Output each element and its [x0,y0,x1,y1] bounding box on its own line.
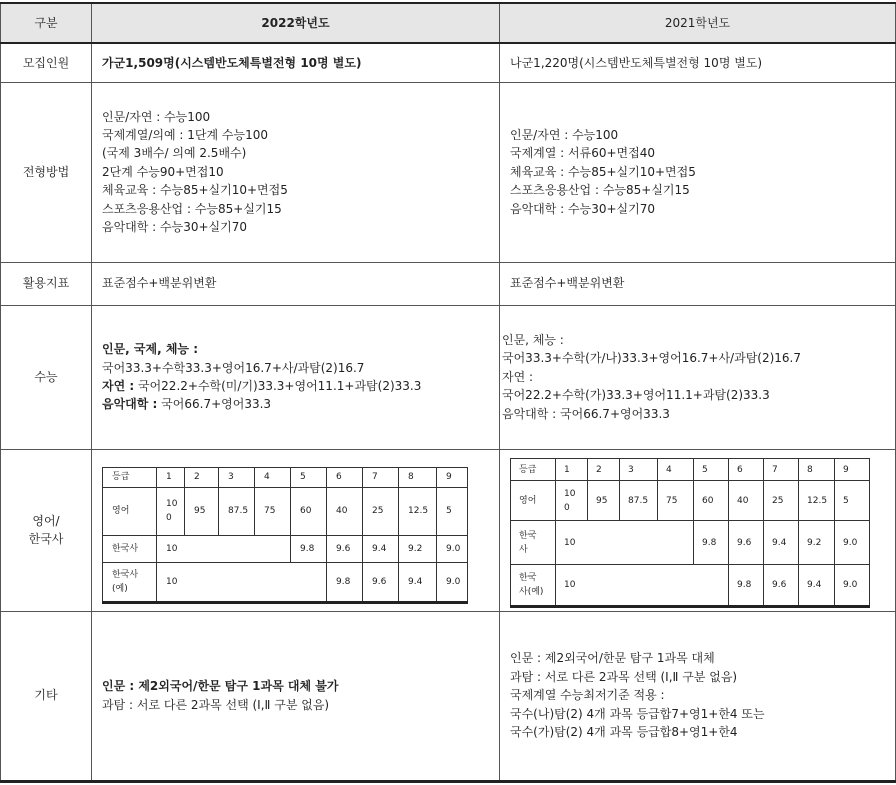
history-ex-score: 9.6 [764,565,799,607]
eng-score: 12.5 [799,481,835,521]
grade-cell: 3 [219,467,255,487]
history-score-10: 10 [556,521,694,565]
history-ex-label-part: (예) [112,583,128,594]
label-eng: 영어/ [32,513,60,528]
history-score: 9.6 [729,521,764,565]
history-score: 9.8 [291,535,327,562]
eng-score: 60 [291,487,327,535]
method-2022-line: 인문/자연 : 수능100 [102,109,211,124]
label-history: 한국사 [28,532,64,546]
history-ex-score-10: 10 [556,565,729,607]
history-ex-score: 9.6 [363,562,399,602]
grade-cell: 6 [729,459,764,481]
history-ex-row [511,565,870,607]
label-recruit: 모집인원 [1,43,92,82]
history-ex-label-part: 한국사 [112,569,139,580]
csat-2022-line [102,395,499,413]
method-2021-line: 국제계열 : 서류60+면접40 [510,146,656,161]
grade-cell: 7 [363,467,399,487]
grade-head: 등급 [103,467,157,487]
history-ex-score: 9.4 [799,565,835,607]
history-ex-score: 9.0 [437,562,468,602]
grade-cell: 2 [588,459,620,481]
grade-cell: 4 [255,467,291,487]
eng-score: 87.5 [620,481,658,521]
index-2021: 표준점수+백분위변환 [500,262,896,305]
history-score: 9.0 [835,521,870,565]
label-method: 전형방법 [1,82,92,262]
label-eng-history [1,449,92,611]
history-label-part: 사 [519,544,528,555]
eng-history-2022 [92,449,500,611]
grade-cell: 6 [327,467,363,487]
grade-row [511,459,870,481]
label-csat: 수능 [1,305,92,449]
admission-comparison-table [0,2,896,783]
history-score: 9.4 [764,521,799,565]
header-2022: 2022학년도 [92,3,500,43]
method-2021-line: 체육교육 : 수능85+실기10+면접5 [510,164,696,179]
label-etc: 기타 [1,611,92,781]
history-ex-score: 9.8 [729,565,764,607]
eng-history-2021 [500,449,896,611]
history-label: 한국사 [103,535,157,562]
grade-cell: 9 [437,467,468,487]
csat-2021 [500,305,896,449]
history-ex-row [103,562,468,602]
history-ex-label [103,562,157,602]
history-ex-label [511,565,556,607]
history-score: 9.4 [363,535,399,562]
grade-cell: 8 [799,459,835,481]
csat-2021-line: 인문, 체능 : [502,332,564,347]
method-2021-line: 인문/자연 : 수능100 [510,127,619,142]
header-2021: 2021학년도 [500,3,896,43]
row-index [1,262,896,305]
grade-cell: 3 [620,459,658,481]
eng-score: 5 [835,481,870,521]
method-2022-line: 국제계열/의예 : 1단계 수능100 [102,127,268,142]
row-eng-history [1,449,896,611]
method-2022-line: 체육교육 : 수능85+실기10+면접5 [102,183,288,198]
csat-2022-text: 국어22.2+수학(미/기)33.3+영어11.1+과탐(2)33.3 [134,379,422,393]
method-2022-line: 2단계 수능90+면접10 [102,164,224,179]
history-score: 9.8 [694,521,729,565]
grade-cell: 1 [157,467,185,487]
method-2021 [500,82,896,262]
csat-2022-line [102,377,499,395]
eng-score: 40 [729,481,764,521]
etc-2021-line: 과탐 : 서로 다른 2과목 선택 (Ⅰ,Ⅱ 구분 없음) [510,669,738,684]
eng-score: 25 [764,481,799,521]
eng-label: 영어 [103,487,157,535]
history-ex-label-part: 한국 [519,573,537,583]
history-ex-score: 9.4 [399,562,437,602]
recruit-2022: 가군1,509명(시스템반도체특별전형 10명 별도) [92,43,500,82]
csat-2022-bold: 음악대학 : [102,397,158,412]
eng-score-1-part: 0 [564,502,570,513]
history-score-10: 10 [157,535,291,562]
csat-2022-line: 국어33.3+수학33.3+영어16.7+사/과탐(2)16.7 [102,360,365,375]
grade-cell: 2 [185,467,219,487]
eng-score-1-part: 10 [564,488,576,499]
method-2021-line: 스포츠응용산업 : 수능85+실기15 [510,183,690,198]
etc-2022-line: 과탐 : 서로 다른 2과목 선택 (Ⅰ,Ⅱ 구분 없음) [102,697,330,712]
eng-score: 60 [694,481,729,521]
etc-2021-line: 국수(나)탐(2) 4개 과목 등급합7+영1+한4 또는 [510,706,765,721]
grade-cell: 5 [694,459,729,481]
history-score: 9.0 [437,535,468,562]
history-score: 9.2 [799,521,835,565]
grade-row [103,467,468,487]
csat-2021-line: 음악대학 : 국어66.7+영어33.3 [502,406,670,421]
grade-cell: 5 [291,467,327,487]
etc-2021-line: 국제계열 수능최저기준 적용 : [510,688,665,703]
history-row [103,535,468,562]
grade-table-2022 [102,467,468,604]
etc-2021 [500,611,896,781]
eng-score-1 [157,487,185,535]
header-category: 구분 [1,3,92,43]
eng-row [103,487,468,535]
csat-2022-line: 인문, 국제, 체능 : [102,342,199,357]
eng-score: 25 [363,487,399,535]
eng-score: 75 [658,481,694,521]
row-method [1,82,896,262]
eng-score-1-part: 10 [166,499,178,509]
method-2022-line: 스포츠응용산업 : 수능85+실기15 [102,201,282,216]
header-row [1,3,896,43]
history-ex-score: 9.8 [327,562,363,602]
grade-cell: 4 [658,459,694,481]
csat-2021-line: 국어33.3+수학(가/나)33.3+영어16.7+사/과탐(2)16.7 [502,351,801,366]
eng-row [511,481,870,521]
eng-score: 12.5 [399,487,437,535]
recruit-2021: 나군1,220명(시스템반도체특별전형 10명 별도) [500,43,896,82]
eng-score: 75 [255,487,291,535]
grade-cell: 7 [764,459,799,481]
row-recruit [1,43,896,82]
eng-score: 95 [588,481,620,521]
eng-score: 95 [185,487,219,535]
method-2022 [92,82,500,262]
eng-label: 영어 [511,481,556,521]
grade-cell: 9 [835,459,870,481]
csat-2022-bold: 자연 : [102,379,135,393]
label-index: 활용지표 [1,262,92,305]
eng-score-1-part: 0 [166,513,172,523]
history-label [511,521,556,565]
eng-score: 5 [437,487,468,535]
history-score: 9.6 [327,535,363,562]
csat-2022-text: 국어66.7+영어33.3 [157,397,272,412]
eng-score: 87.5 [219,487,255,535]
etc-2022-line: 인문 : 제2외국어/한문 탐구 1과목 대체 불가 [102,679,339,694]
csat-2021-line: 국어22.2+수학(가)33.3+영어11.1+과탐(2)33.3 [502,388,770,403]
etc-2021-line: 인문 : 제2외국어/한문 탐구 1과목 대체 [510,651,715,666]
grade-head: 등급 [511,459,556,481]
history-score: 9.2 [399,535,437,562]
csat-2021-line: 자연 : [502,369,534,384]
etc-2021-line: 국수(가)탐(2) 4개 과목 등급합8+영1+한4 [510,725,738,740]
history-ex-score: 9.0 [835,565,870,607]
eng-score: 40 [327,487,363,535]
method-2022-line: (국제 3배수/ 의예 2.5배수) [102,146,247,161]
index-2022: 표준점수+백분위변환 [92,262,500,305]
grade-cell: 8 [399,467,437,487]
grade-cell: 1 [556,459,588,481]
csat-2022 [92,305,500,449]
etc-2022 [92,611,500,781]
history-label-part: 한국 [519,530,537,541]
row-csat [1,305,896,449]
history-row [511,521,870,565]
history-ex-score-10: 10 [157,562,327,602]
method-2022-line: 음악대학 : 수능30+실기70 [102,220,248,235]
history-ex-label-part: 사(예) [519,587,544,597]
row-etc [1,611,896,781]
method-2021-line: 음악대학 : 수능30+실기70 [510,201,656,216]
eng-score-1 [556,481,588,521]
grade-table-2021 [510,458,870,608]
